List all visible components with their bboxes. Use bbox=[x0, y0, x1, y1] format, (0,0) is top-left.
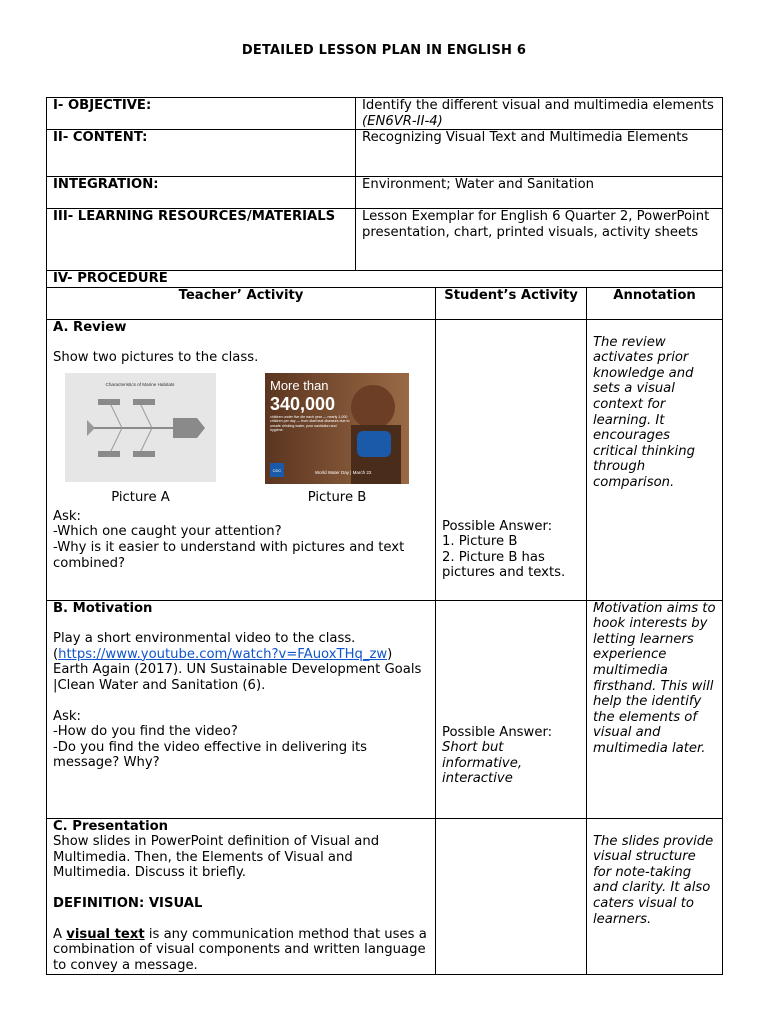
picture-b-world-water-day bbox=[265, 373, 409, 484]
presentation-annotation-cell bbox=[587, 818, 723, 974]
content-cell bbox=[356, 130, 723, 177]
motivation-question-2: -Do you find the video effective in delivering its message? Why? bbox=[53, 739, 368, 771]
resources-label-cell bbox=[47, 209, 356, 271]
definition-rest: is any communication method that uses a combination of visual components and written language to convey a message. bbox=[53, 926, 427, 973]
procedure-table bbox=[46, 270, 723, 975]
review-pictures bbox=[53, 373, 429, 509]
col-header-student: Student’s Activity bbox=[436, 287, 587, 319]
procedure-label: IV- PROCEDURE bbox=[47, 271, 723, 288]
objective-label-cell bbox=[47, 98, 356, 130]
review-instruction: Show two pictures to the class. bbox=[53, 350, 259, 366]
definition-term: visual text bbox=[66, 926, 145, 942]
definition-text bbox=[53, 927, 429, 974]
review-heading: A. Review bbox=[53, 319, 127, 335]
presentation-student-cell bbox=[436, 818, 587, 974]
review-row bbox=[47, 319, 723, 600]
picture-b-footer: World Water Day | March 22 bbox=[315, 469, 372, 475]
review-student-cell bbox=[436, 319, 587, 600]
review-student-answer-2: 2. Picture B has pictures and texts. bbox=[442, 549, 566, 581]
picture-a-title: Characteristics of Marine Habitats bbox=[105, 381, 175, 387]
picture-b-logo-text: CDC bbox=[272, 467, 282, 473]
integration-label: INTEGRATION: bbox=[53, 177, 159, 193]
integration-cell bbox=[356, 177, 723, 209]
motivation-source: Earth Again (2017). UN Sustainable Development Goals |Clean Water and Sanitation (6). bbox=[53, 662, 422, 693]
motivation-instruction: Play a short environmental video to the class. bbox=[53, 631, 356, 647]
review-annotation-cell bbox=[587, 319, 723, 600]
motivation-student-cell bbox=[436, 600, 587, 818]
definition-article: A bbox=[53, 926, 63, 942]
presentation-row bbox=[47, 818, 723, 974]
integration-label-cell bbox=[47, 177, 356, 209]
review-teacher-cell bbox=[47, 319, 436, 600]
resources-text: Lesson Exemplar for English 6 Quarter 2, PowerPoint presentation, chart, printed visuals, activity sheets bbox=[362, 209, 710, 240]
col-header-annotation: Annotation bbox=[587, 287, 723, 319]
picture-b-headline2: 340,000 bbox=[270, 393, 336, 414]
motivation-row bbox=[47, 600, 723, 818]
objective-text: Identify the different visual and multimedia elements bbox=[362, 98, 714, 113]
objective-cell bbox=[356, 98, 723, 130]
col-header-teacher: Teacher’ Activity bbox=[47, 287, 436, 319]
picture-b-small-text: children under five die each year — nearly 1,000 children per day — from diarrheal diseases due to unsafe drinking water, poor sanitation and hygiene. bbox=[270, 414, 350, 432]
presentation-heading: C. Presentation bbox=[53, 818, 169, 834]
content-label: II- CONTENT: bbox=[53, 130, 148, 146]
picture-a-caption: Picture A bbox=[111, 489, 170, 505]
video-link[interactable]: https://www.youtube.com/watch?v=FAuoxTHq_zw bbox=[58, 646, 388, 662]
motivation-heading: B. Motivation bbox=[53, 600, 153, 616]
motivation-annotation: Motivation aims to hook interests by letting learners experience multimedia firsthand. This will help the identify the elements of visual and multimedia later. bbox=[593, 600, 716, 756]
review-ask: Ask: bbox=[53, 508, 81, 524]
review-question-1: -Which one caught your attention? bbox=[53, 524, 282, 540]
picture-b-caption: Picture B bbox=[307, 489, 367, 505]
motivation-close-paren: ) bbox=[387, 646, 393, 662]
presentation-instruction: Show slides in PowerPoint definition of Visual and Multimedia. Then, the Elements of Visual and Multimedia. Discuss it briefly. bbox=[53, 834, 380, 881]
objectives-table bbox=[46, 97, 723, 271]
objective-code: (EN6VR-II-4) bbox=[362, 113, 443, 129]
motivation-student-label: Possible Answer: bbox=[442, 724, 553, 740]
motivation-question-1: -How do you find the video? bbox=[53, 724, 238, 740]
motivation-open-paren: ( bbox=[53, 646, 59, 662]
content-label-cell bbox=[47, 130, 356, 177]
picture-b-headline1: More than bbox=[270, 377, 329, 393]
motivation-annotation-cell bbox=[587, 600, 723, 818]
objective-label: I- OBJECTIVE: bbox=[53, 98, 152, 113]
presentation-annotation: The slides provide visual structure for note-taking and clarity. It also caters visual to learners. bbox=[593, 833, 714, 927]
definition-heading: DEFINITION: VISUAL bbox=[53, 895, 203, 911]
motivation-teacher-cell bbox=[47, 600, 436, 818]
motivation-ask: Ask: bbox=[53, 708, 81, 724]
fishbone-diagram-graphic bbox=[65, 373, 216, 482]
resources-label: III- LEARNING RESOURCES/MATERIALS bbox=[53, 209, 336, 225]
page-title: DETAILED LESSON PLAN IN ENGLISH 6 bbox=[241, 43, 527, 58]
world-water-day-graphic bbox=[265, 373, 409, 484]
resources-cell bbox=[356, 209, 723, 271]
presentation-teacher-cell bbox=[47, 818, 436, 974]
review-student-label: Possible Answer: bbox=[442, 518, 553, 534]
review-student-answer-1: 1. Picture B bbox=[442, 534, 518, 550]
review-question-2: -Why is it easier to understand with pictures and text combined? bbox=[53, 539, 405, 571]
content-text: Recognizing Visual Text and Multimedia Elements bbox=[362, 130, 689, 146]
review-annotation: The review activates prior knowledge and sets a visual context for learning. It encourages critical thinking through comparison. bbox=[593, 334, 695, 490]
blue-cup-icon bbox=[357, 431, 391, 457]
motivation-student-answer: Short but informative, interactive bbox=[442, 740, 523, 787]
picture-a-fishbone-diagram bbox=[65, 373, 216, 482]
integration-text: Environment; Water and Sanitation bbox=[362, 177, 595, 193]
